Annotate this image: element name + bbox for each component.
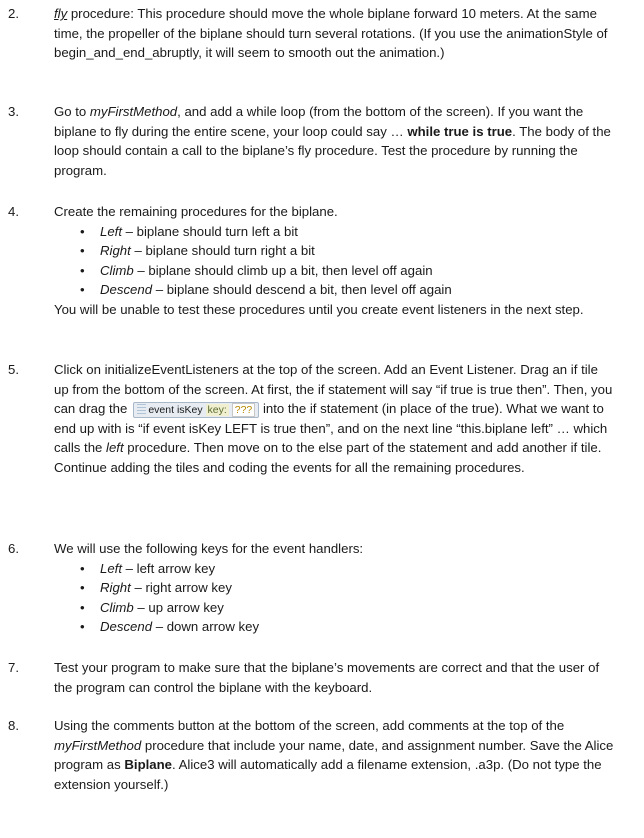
method-name: myFirstMethod <box>54 737 142 753</box>
step-number: 2. <box>8 6 19 21</box>
list-item: • Climb – biplane should climb up a bit, then level off again <box>80 262 433 278</box>
list-item: • Right – biplane should turn right a bit <box>80 243 315 258</box>
procedure-name: fly <box>54 6 68 21</box>
procedure-list <box>54 222 614 300</box>
list-item: • Descend – down arrow key <box>80 619 260 634</box>
step-text: fly procedure: This procedure should move the whole biplane forward 10 meters. At the same time, the propeller of the biplane should turn several rotations. (If you use the animationStyle of begin_and_end_abruptly, it will seem to smooth out the animation.) <box>54 6 608 60</box>
event-iskey-tile: event isKey key: ??? <box>133 402 259 418</box>
list-item: • Left – biplane should turn left a bit <box>80 223 298 239</box>
step-number: 3. <box>8 104 19 119</box>
list-item: • Left – left arrow key <box>80 560 216 576</box>
step-number: 4. <box>8 204 19 219</box>
step-text: Test your program to make sure that the biplane’s movements are correct and that the user of the program can control the biplane with the keyboard. <box>54 660 600 695</box>
loop-condition: while true is true <box>407 123 513 139</box>
step-text: Using the comments button at the bottom of the screen, add comments at the top of the myFirstMethod procedure that include your name, date, and assignment number. Save the Alice program as Biplane. Alice3 will automatically add a filename extension, .a3p. (Do not type the extension yourself.) <box>54 718 614 792</box>
list-item: • Climb – up arrow key <box>80 599 224 615</box>
list-item: • Right – right arrow key <box>80 580 232 595</box>
drag-grip-icon <box>137 404 146 414</box>
step-text: Go to myFirstMethod, and add a while loop (from the bottom of the screen). If you want the biplane to fly during the entire scene, your loop could say … while true is true. The body of the loop should contain a call to the biplane’s fly procedure. Test the procedure by running the program. <box>54 104 611 178</box>
step-text: Create the remaining procedures for the biplane. • Left – biplane should turn left a bit • Right – biplane should turn right a bit • Climb – biplane should climb up a bit, then level off again • Descend – biplane should descend a bit, then level off again You will be unable to test these procedures until you create event listeners in the next step. <box>54 202 614 319</box>
step-text: We will use the following keys for the event handlers: • Left – left arrow key • Right – right arrow key • Climb – up arrow key • Descend – down arrow key <box>54 539 614 637</box>
step-text: Click on initializeEventListeners at the top of the screen. Add an Event Listener. Drag an if tile up from the bottom of the screen. At first, the if statement will say “if true is true then”. Then, you can drag the event isKey key: ??? into the if statement (in place of the true). What we want to end up with is “if event isKey LEFT is true then”, and on the next line “this.biplane left” … which calls the left procedure. Then move on to the else part of the statement and add another if tile. Continue adding the tiles and coding the events for all the remaining procedures. <box>54 362 613 475</box>
step-number: 8. <box>8 718 19 733</box>
method-name: myFirstMethod <box>89 104 178 119</box>
list-item: • Descend – biplane should descend a bit, then level off again <box>80 282 452 297</box>
step-number: 6. <box>8 541 19 556</box>
step-number: 7. <box>8 660 19 675</box>
key-list <box>54 559 614 637</box>
procedure-name: left <box>106 440 124 455</box>
step-number: 5. <box>8 362 19 377</box>
program-name: Biplane <box>124 757 173 772</box>
